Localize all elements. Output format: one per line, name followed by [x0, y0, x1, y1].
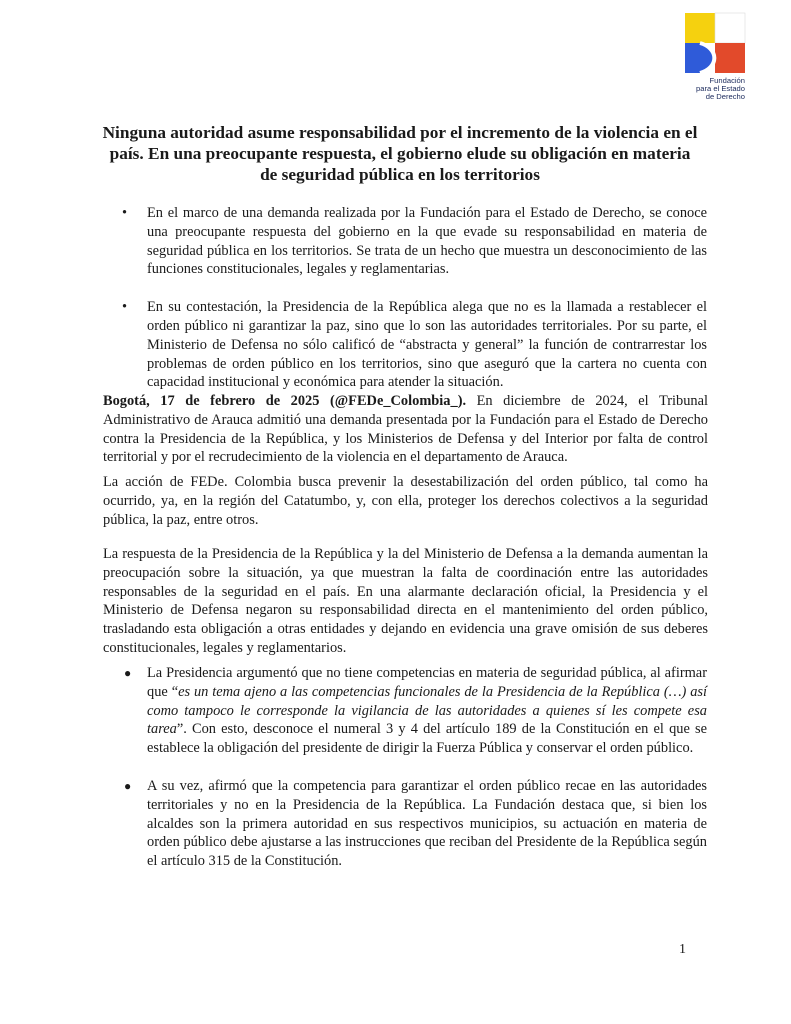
dateline: Bogotá, 17 de febrero de 2025 (@FEDe_Colombia_). — [103, 393, 467, 409]
logo-wordmark — [684, 77, 745, 101]
foundation-logo — [684, 12, 748, 101]
bullet-icon: • — [122, 205, 128, 221]
bullet-text: A su vez, afirmó que la competencia para garantizar el orden público recae en las autoridades territoriales y no en la Presidencia de la República. La Fundación destaca que, si bien los alcaldes son la primera autoridad en sus respectivos municipios, su actuación en materia de orden público debe ajustarse a las instrucciones que reciban del Presidente de la República según el artículo 315 de la Constitución. — [147, 777, 707, 870]
page-number: 1 — [679, 942, 686, 957]
bullet-icon: ● — [124, 666, 132, 680]
bullet-text: En el marco de una demanda realizada por la Fundación para el Estado de Derecho, se conoce una preocupante respuesta del gobierno en la que evade su responsabilidad en materia de seguridad pública en los territorios. Se trata de un hecho que muestra un desconocimiento de las funciones constitucionales, legales y reglamentarias. — [147, 205, 707, 278]
list-item — [112, 664, 707, 758]
list-item — [112, 777, 707, 871]
quoted-text: es un tema ajeno a las competencias funcionales de la Presidencia de la República (…) así como tampoco le corresponde la vigilancia de las autoridades a quienes sí les compete esa tarea — [147, 683, 707, 738]
page-title: Ninguna autoridad asume responsabilidad por el incremento de la violencia en el país. En una preocupante respuesta, el gobierno elude su obligación en materia de seguridad pública en los territorios — [102, 123, 698, 184]
bullet-icon: • — [122, 299, 128, 316]
bullet-text: ”. Con esto, desconoce el numeral 3 y 4 del artículo 189 de la Constitución en el que se establece la obligación del presidente de dirigir la Fuerza Pública y conservar el orden público. — [147, 721, 707, 757]
logo-line-3: de Derecho — [705, 92, 745, 101]
bullet-text: La Presidencia argumentó que no tiene competencias en materia de seguridad pública, al afirmar que “ — [147, 665, 707, 700]
intro-paragraph — [103, 392, 708, 467]
paragraph-text: En diciembre de 2024, el Tribunal Administrativo de Arauca admitió una demanda presentada por la Fundación para el Estado de Derecho contra la Presidencia de la República, y los Ministerios de Defensa y del Interior por falta de control territorial y por el recrudecimiento de la violencia en el departamento de Arauca. — [103, 393, 708, 466]
summary-bullet-list — [112, 204, 707, 411]
list-item — [112, 204, 707, 279]
logo-line-2: para el Estado — [696, 84, 745, 93]
bullet-icon: ● — [124, 778, 132, 793]
bullet-text: En su contestación, la Presidencia de la República alega que no es la llamada a restablecer el orden público ni garantizar la paz, sino que lo son las autoridades territoriales. Por su parte, el Ministerio de Defensa no sólo calificó de “abstracta y general” la función de contrarrestar los problemas de orden público en los territorios, sino que aseguró que la cartera no cuenta con capacidad institucional y económica para atender la situación. — [147, 299, 707, 391]
paragraph: La acción de FEDe. Colombia busca prevenir la desestabilización del orden público, tal como ha ocurrido, ya, en la región del Catatumbo, y, con ella, proteger los derechos colectivos a la seguridad pública, la paz, entre otros. — [103, 474, 708, 528]
list-item — [112, 298, 707, 392]
logo-line-1: Fundación — [709, 76, 745, 85]
paragraph: La respuesta de la Presidencia de la República y la del Ministerio de Defensa a la demanda aumentan la preocupación sobre la situación, ya que muestran la falta de coordinación entre las autoridades responsables de la seguridad en el país. En una alarmante declaración oficial, la Presidencia y el Ministerio de Defensa negaron su responsabilidad directa en el mantenimiento del orden público, trasladando esta obligación a otras entidades y dejando en evidencia una grave omisión de sus deberes constitucionales, legales y reglamentarios. — [103, 546, 708, 656]
detail-bullet-list — [112, 664, 707, 890]
logo-mark-icon — [684, 12, 746, 74]
